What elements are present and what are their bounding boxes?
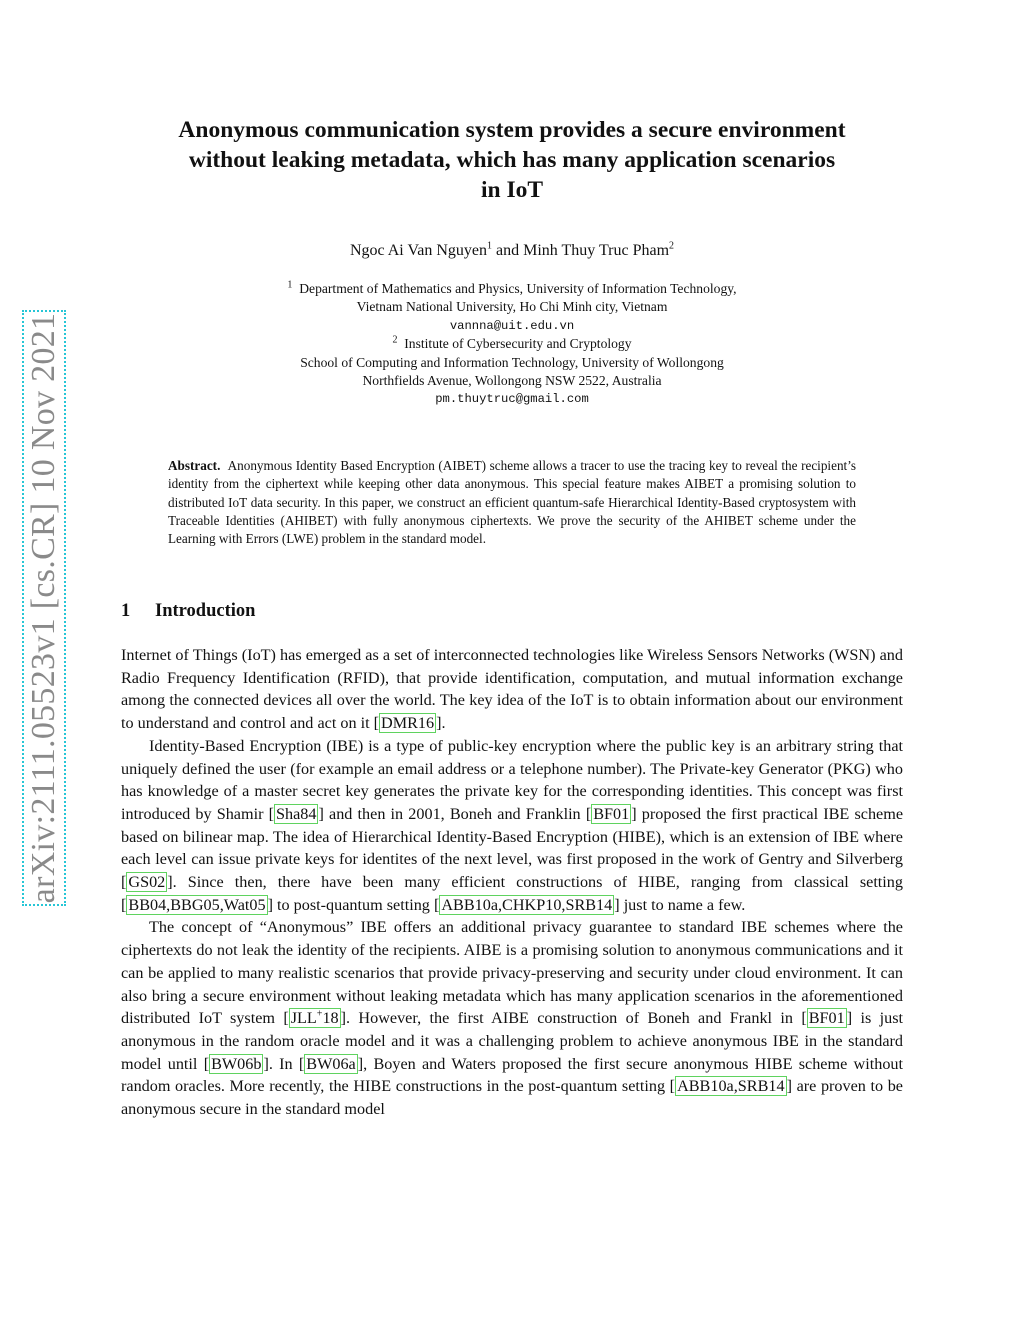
citation-bb04-bbg05-wat05[interactable]: BB04,BBG05,Wat05 (128, 895, 266, 914)
title-line-2: without leaking metadata, which has many application scenarios (188, 147, 836, 173)
author-list (110, 242, 914, 260)
affiliation-2-line-2: School of Computing and Information Technology, University of Wollongong (300, 354, 724, 370)
abstract (168, 457, 856, 548)
p2-text-6: just to name a few. (619, 895, 746, 914)
p3-text-6: are proven to be anonymous secure in the standard model (121, 1077, 903, 1119)
affiliation-1-line-2: Vietnam National University, Ho Chi Minh city, Vietnam (356, 299, 668, 315)
paper-title (110, 115, 914, 205)
affiliation-1-line-1-text: Department of Mathematics and Physics, University of Information Technology, (299, 281, 737, 296)
section-heading-introduction (121, 601, 255, 622)
arxiv-identifier-stamp[interactable] (22, 310, 66, 906)
citation-sha84[interactable]: Sha84 (276, 804, 317, 823)
arxiv-identifier-text[interactable]: arXiv:2111.05523v1 [cs.CR] 10 Nov 2021 (25, 312, 62, 904)
p3-text-3: is just anonymous in the random oracle model and it was a challenging problem to achieve anonymous IBE in the standard model until (121, 1009, 903, 1073)
author-1-name: Ngoc Ai Van Nguyen (349, 242, 487, 259)
title-line-1: Anonymous communication system provides a secure environment (178, 117, 846, 143)
paragraph-2: Identity-Based Encryption (IBE) is a type of public-key encryption where the public key is an arbitrary string that uniquely defined the user (for example an email address or a telephone number). The Private-key Generator (PKG) who has knowledge of a master secret key generates the private key for the corresponding identities. This concept was first introduced by Shamir [ Sha84 ] and then in 2001, Boneh and Franklin [ BF01 ] proposed the first practical IBE scheme based on bilinear map. The idea of Hierarchical Identity-Based Encryption (HIBE), which is an extension of IBE where each level can issue private keys for identites of the next level, was first proposed in the work of Gentry and Silverberg [ GS02 ]. Since then, there have been many efficient constructions of HIBE, ranging from classical setting [ BB04,BBG05,Wat05 ] to post-quantum setting [ ABB10a,CHKP10,SRB14 ] just to name a few. (121, 736, 904, 914)
p1-text-1: Internet of Things (IoT) has emerged as a set of interconnected technologies like Wireless Sensors Networks (WSN) and Radio Frequency Identification (RFID), that provide identification, computation, and mutual information exchange among the connected devices all over the world. The key idea of the IoT is to obtain information about our environment to understand and control and act on it (121, 646, 903, 733)
affiliation-2-email[interactable]: pm.thuytruc@gmail.com (435, 392, 589, 407)
citation-bf01[interactable]: BF01 (593, 804, 630, 823)
paragraph-3: The concept of “Anonymous” IBE offers an additional privacy guarantee to standard IBE schemes where the ciphertexts do not leak the identity of the recipients. AIBE is a promising solution to anonymous communications and it can be applied to many realistic scenarios that provide privacy-preserving and security under cloud environment. It can also bring a secure environment without leaking metadata which has many application scenarios in the aforementioned distributed IoT system [ JLL+18 ]. However, the first AIBE construction of Boneh and Frankl in [ BF01 ] is just anonymous in the random oracle model and it was a challenging problem to achieve anonymous IBE in the standard model until [ BW06b ]. In [ BW06a ], Boyen and Waters proposed the first secure anonymous HIBE scheme without random oracles. More recently, the HIBE constructions in the post-quantum setting [ ABB10a,SRB14 ] are proven to be anonymous secure in the standard model (121, 918, 903, 1119)
p2-text-3: proposed the first practical IBE scheme based on bilinear map. The idea of Hierarchical Identity-Based Encryption (HIBE), which is an extension of IBE where each level can issue private keys for identites of the next level, was first proposed in the work of Gentry and Silverberg (121, 804, 904, 869)
citation-dmr16[interactable]: DMR16 (381, 714, 435, 733)
abstract-label: Abstract. (168, 458, 221, 473)
citation-abb10a-srb14[interactable]: ABB10a,SRB14 (677, 1077, 785, 1096)
p3-text-2: . However, the first AIBE construction of Boneh and Frankl in (346, 1009, 802, 1028)
affiliation-1-email[interactable]: vannna@uit.edu.vn (449, 318, 575, 333)
p3-text-4: . In (268, 1054, 299, 1073)
affiliation-2-mark: 2 (392, 334, 398, 346)
p3-text-1: The concept of “Anonymous” IBE offers an additional privacy guarantee to standard IBE schemes where the ciphertexts do not leak the identity of the recipients. AIBE is a promising solution to anonymous communications and it can be applied to many realistic scenarios that provide privacy-preserving and security under cloud environment. It can also bring a secure environment without leaking metadata which has many application scenarios in the aforementioned distributed IoT system (121, 918, 903, 1028)
affiliations (110, 280, 914, 409)
p2-text-5: to post-quantum setting (272, 895, 434, 914)
author-connector: and (491, 242, 524, 259)
author-2-name: Minh Thuy Truc Pham (523, 242, 670, 259)
affiliation-2-line-1 (110, 335, 914, 353)
citation-abb10a-chkp10-srb14[interactable]: ABB10a,CHKP10,SRB14 (441, 895, 613, 914)
citation-gs02[interactable]: GS02 (128, 873, 166, 892)
affiliation-2-line-1-text: Institute of Cybersecurity and Cryptology (404, 336, 632, 352)
author-1-affiliation-mark: 1 (486, 240, 492, 252)
abstract-text: Anonymous Identity Based Encryption (AIBET) scheme allows a tracer to use the tracing key to reveal the recipient’s identity from the ciphertext while keeping other data anonymous. This special feature makes AIBET a promising solution to distributed IoT data security. In this paper, we construct an efficient quantum-safe Hierarchical Identity-Based cryptosystem with Traceable Identities (AHIBET) with fully anonymous ciphertexts. We prove the security of the AHIBET scheme under the Learning with Errors (LWE) problem in the standard model. (168, 458, 857, 547)
p2-text-2: and then in 2001, Boneh and Franklin (323, 804, 586, 823)
affiliation-1-mark: 1 (287, 279, 293, 291)
author-2-affiliation-mark: 2 (669, 240, 675, 252)
citation-jll18-base: JLL (290, 1009, 317, 1028)
affiliation-2-line-3: Northfields Avenue, Wollongong NSW 2522, Australia (362, 373, 662, 389)
p2-text-1: Identity-Based Encryption (IBE) is a type of public-key encryption where the public key is an arbitrary string that uniquely defined the user (for example an email address or a telephone number). The Private-key Generator (PKG) who has knowledge of a master secret key generates the private key for the corresponding identities. This concept was first introduced by Shamir (121, 736, 903, 823)
p2-text-4: . Since then, there have been many efficient constructions of HIBE, ranging from classical setting (172, 873, 903, 892)
citation-bw06b[interactable]: BW06b (211, 1054, 262, 1073)
citation-bw06a[interactable]: BW06a (306, 1054, 356, 1073)
title-line-3: in IoT (480, 177, 544, 203)
affiliation-1-line-1 (110, 280, 914, 298)
citation-jll18[interactable] (289, 1008, 341, 1028)
citation-bf01-second[interactable]: BF01 (808, 1009, 845, 1028)
introduction-body (121, 644, 903, 1121)
p1-text-2: . (441, 714, 446, 733)
paragraph-1: Internet of Things (IoT) has emerged as a set of interconnected technologies like Wireless Sensors Networks (WSN) and Radio Frequency Identification (RFID), that provide identification, computation, and mutual information exchange among the connected devices all over the world. The key idea of the IoT is to obtain information about our environment to understand and control and act on it [ DMR16 ]. (121, 646, 903, 733)
citation-jll18-tail: 18 (322, 1009, 339, 1028)
section-number: 1 (121, 601, 131, 621)
citation-jll18-sup: + (316, 1008, 323, 1020)
p3-text-5: , Boyen and Waters proposed the first secure anonymous HIBE scheme without random oracles. More recently, the HIBE constructions in the post-quantum setting (121, 1054, 903, 1096)
section-title: Introduction (155, 601, 256, 621)
